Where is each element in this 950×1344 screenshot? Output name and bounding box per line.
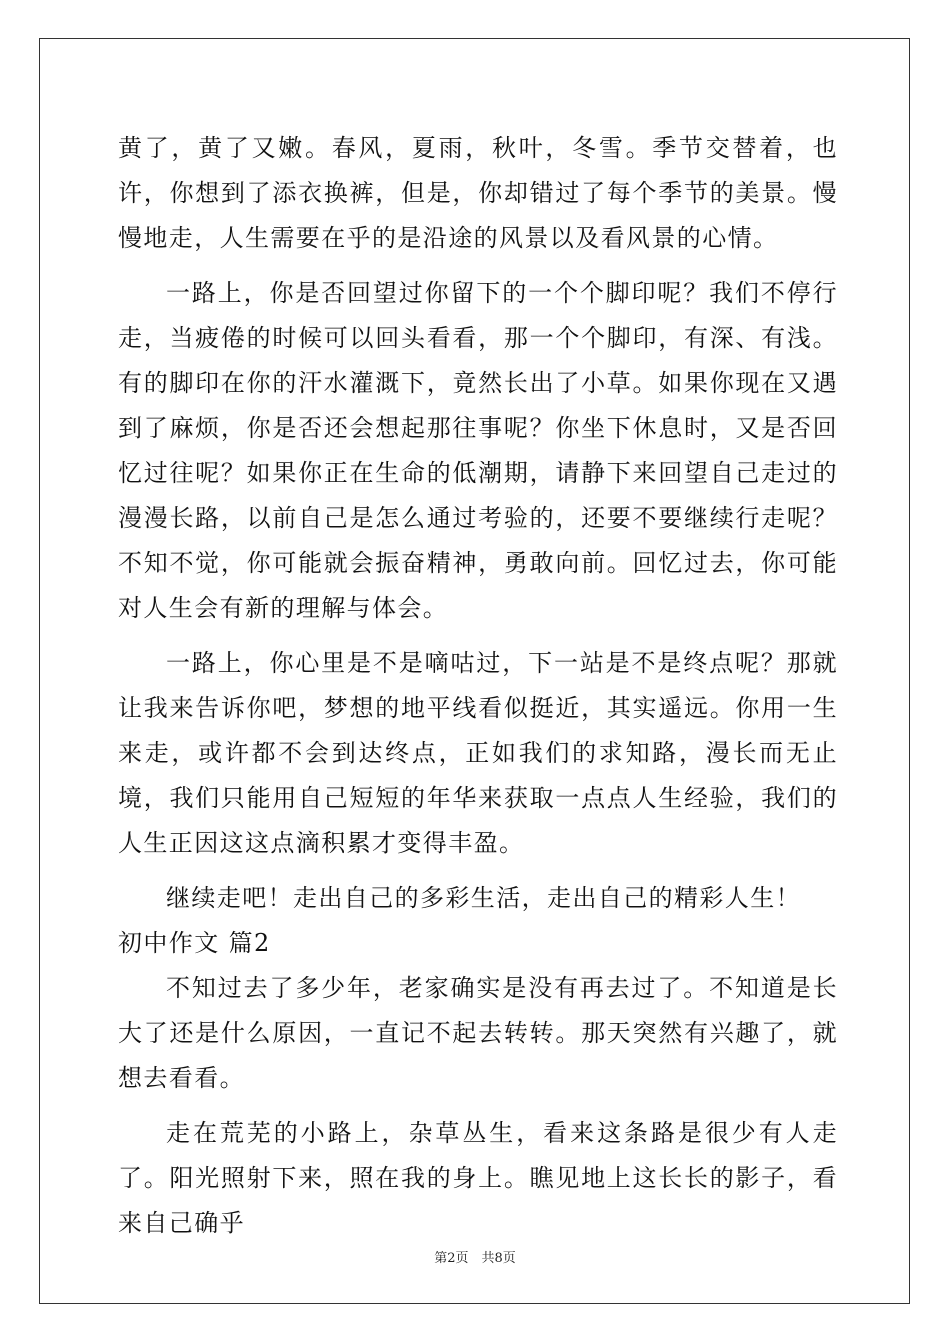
page-number-footer: 第2页 共8页 [434, 1251, 516, 1266]
paragraph-3: 一路上，你心里是不是嘀咕过，下一站是不是终点呢？那就让我来告诉你吧，梦想的地平线看似挺近，其实遥远。你用一生来走，或许都不会到达终点，正如我们的求知路，漫长而无止境，我们只能用自己短短的年华来获取一点点人生经验，我们的人生正因这这点滴积累才变得丰盈。 [118, 649, 838, 857]
paragraph-1: 黄了，黄了又嫩。春风，夏雨，秋叶，冬雪。季节交替着，也许，你想到了添衣换裤，但是，你却错过了每个季节的美景。慢慢地走，人生需要在乎的是沿途的风景以及看风景的心情。 [118, 134, 838, 252]
section-paragraph-2: 走在荒芜的小路上，杂草丛生，看来这条路是很少有人走了。阳光照射下来，照在我的身上。瞧见地上这长长的影子，看来自己确乎 [118, 1119, 838, 1237]
paragraph-2: 一路上，你是否回望过你留下的一个个脚印呢？我们不停行走，当疲倦的时候可以回头看看，那一个个脚印，有深、有浅。有的脚印在你的汗水灌溉下，竟然长出了小草。如果你现在又遇到了麻烦，你是否还会想起那往事呢？你坐下休息时，又是否回忆过往呢？如果你正在生命的低潮期，请静下来回望自己走过的漫漫长路，以前自己是怎么通过考验的，还要不要继续行走呢？不知不觉，你可能就会振奋精神，勇敢向前。回忆过去，你可能对人生会有新的理解与体会。 [118, 279, 838, 622]
document-body [118, 126, 838, 1246]
section-paragraph-1: 不知过去了多少年，老家确实是没有再去过了。不知道是长大了还是什么原因，一直记不起去转转。那天突然有兴趣了，就想去看看。 [118, 974, 838, 1092]
section-heading: 初中作文 篇2 [118, 929, 271, 957]
paragraph-4: 继续走吧！走出自己的多彩生活，走出自己的精彩人生！ [166, 884, 801, 912]
